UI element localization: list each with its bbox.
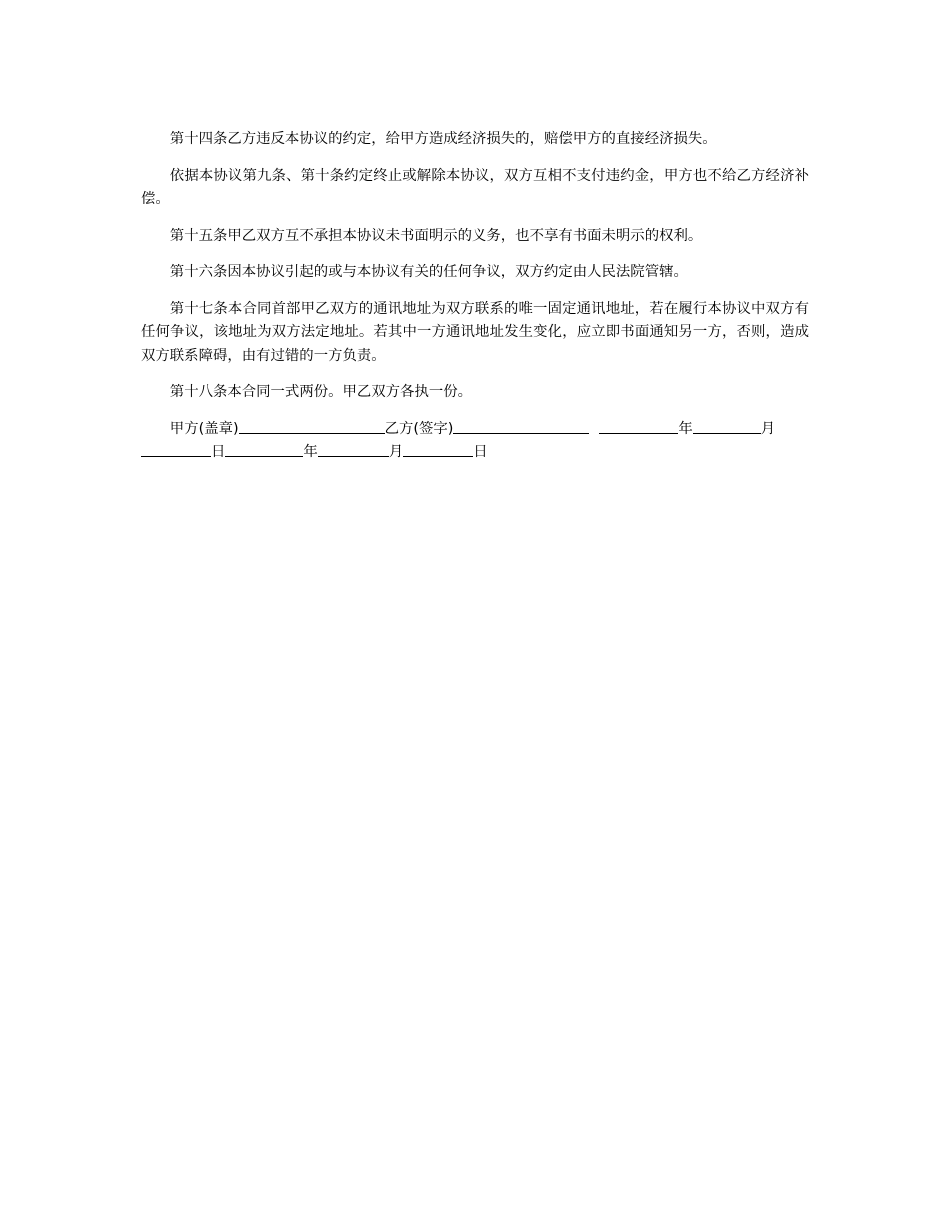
date-b-month-line[interactable] [318,441,389,457]
termination-paragraph: 依据本协议第九条、第十条约定终止或解除本协议，双方互相不支付违约金，甲方也不给乙方经济补偿。 [141,167,809,207]
date-a-day-label: 日 [211,444,226,460]
date-a-month-line[interactable] [693,418,761,434]
clause-14: 第十四条乙方违反本协议的约定，给甲方造成经济损失的，赔偿甲方的直接经济损失。 [169,131,717,147]
date-b-year-line[interactable] [225,441,303,457]
clause-17: 第十七条本合同首部甲乙双方的通讯地址为双方联系的唯一固定通讯地址，若在履行本协议中双方有任何争议，该地址为双方法定地址。若其中一方通讯地址发生变化，应立即书面通知另一方，否则，造成双方联系障碍，由有过错的一方负责。 [141,300,809,364]
document-page [141,128,809,465]
date-a-year-label: 年 [678,420,693,437]
signature-block [141,418,809,465]
clause-16: 第十六条因本协议引起的或与本协议有关的任何争议，双方约定由人民法院管辖。 [169,264,688,280]
date-b-day-line[interactable] [403,441,473,457]
party-a-signature-line[interactable] [239,418,385,434]
date-a-day-line[interactable] [141,441,211,457]
party-b-signature-line[interactable] [453,418,589,434]
date-a-year-line[interactable] [599,418,678,434]
clause-18: 第十八条本合同一式两份。甲乙双方各执一份。 [169,384,473,400]
date-b-month-label: 月 [388,444,404,460]
date-b-year-label: 年 [303,444,318,460]
date-a-month-label: 月 [760,420,776,437]
party-a-label: 甲方(盖章) [169,420,239,437]
party-b-label: 乙方(签字) [384,420,454,437]
date-b-day-label: 日 [473,444,488,460]
clause-15: 第十五条甲乙双方互不承担本协议未书面明示的义务，也不享有书面未明示的权利。 [169,227,703,244]
